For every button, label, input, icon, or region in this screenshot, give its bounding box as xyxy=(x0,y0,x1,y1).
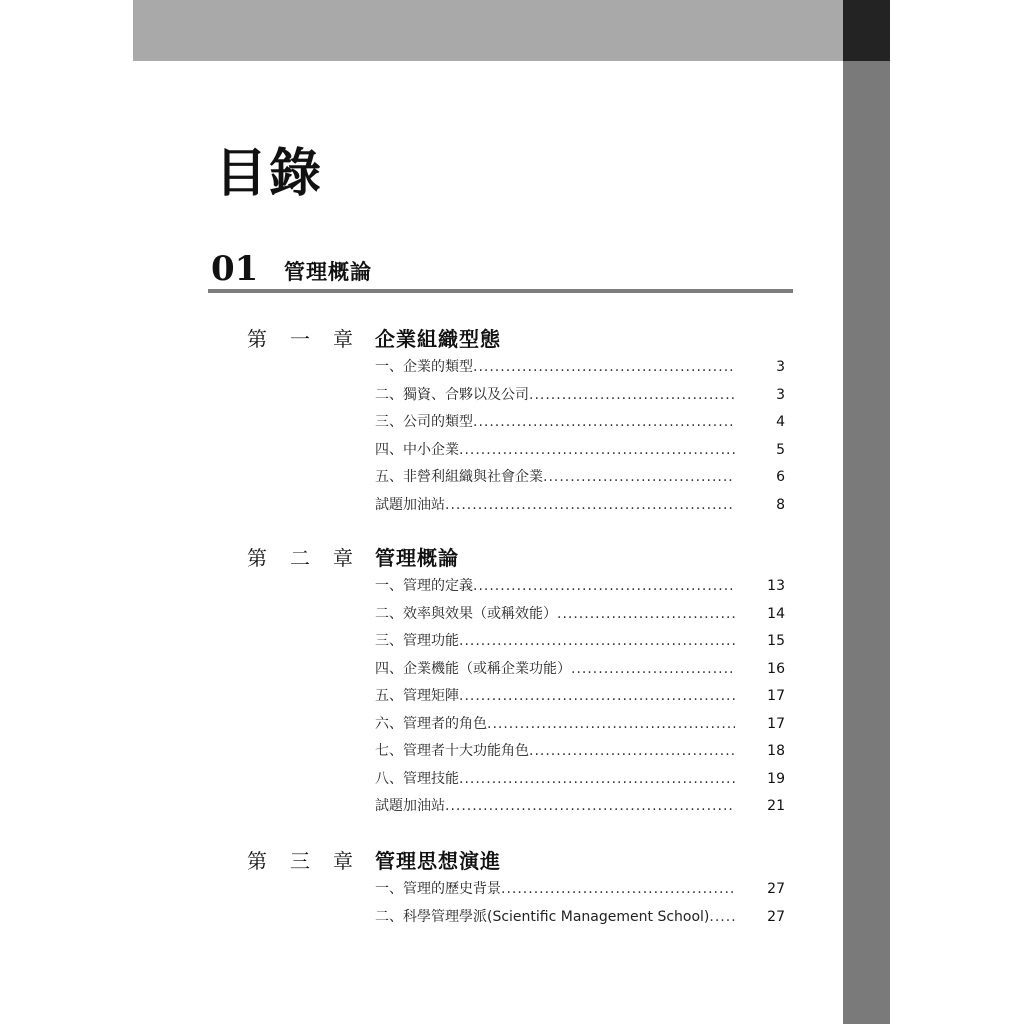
toc-entry[interactable] xyxy=(375,492,785,520)
chapter-label-part: 三 xyxy=(290,849,310,873)
toc-entry-page: 15 xyxy=(767,633,785,649)
chapter-label-part: 第 xyxy=(247,849,267,873)
chapter-heading xyxy=(247,848,797,874)
toc-entry-page: 6 xyxy=(776,469,785,485)
toc-entry-text: 一、企業的類型 ..... xyxy=(375,354,735,382)
chapter-label-part: 章 xyxy=(333,849,353,873)
part-number: 01 xyxy=(211,249,259,289)
toc-entry-page: 17 xyxy=(767,715,785,732)
header-band xyxy=(133,0,843,61)
toc-entry[interactable] xyxy=(375,793,785,821)
chapter-title: 管理思想演進 xyxy=(375,849,501,873)
toc-entry-text: 七、管理者十大功能角色 ..... xyxy=(375,738,735,766)
toc-entry-page: 8 xyxy=(776,496,785,513)
toc-entry-page: 14 xyxy=(767,605,785,622)
chapter-label-part: 二 xyxy=(290,546,310,570)
toc-entry[interactable] xyxy=(375,628,785,656)
chapter-label-part: 第 xyxy=(247,327,267,351)
toc-entry-page: 13 xyxy=(767,578,785,594)
toc-entry-text: 三、公司的類型 ..... xyxy=(375,409,735,437)
toc-entry-page: 17 xyxy=(767,688,785,704)
toc-entry-list xyxy=(375,573,785,821)
toc-entry-page: 19 xyxy=(767,770,785,787)
chapter-heading xyxy=(247,326,797,352)
side-tab-dark xyxy=(843,0,890,61)
chapter-label-part: 章 xyxy=(333,546,353,570)
toc-entry-page: 3 xyxy=(776,359,785,375)
chapter-label xyxy=(247,326,353,352)
toc-entry-text: 試題加油站 ..... xyxy=(375,793,735,821)
toc-entry[interactable] xyxy=(375,711,785,739)
toc-entry-page: 4 xyxy=(776,414,785,430)
chapter-2 xyxy=(247,545,797,821)
toc-entry-page: 27 xyxy=(767,881,785,897)
toc-entry-text: 八、管理技能 ..... xyxy=(375,766,735,794)
side-band xyxy=(843,61,890,1024)
toc-entry-text: 四、企業機能（或稱企業功能） ..... xyxy=(375,656,735,684)
toc-entry-text: 一、管理的歷史背景 ..... xyxy=(375,876,735,904)
toc-entry[interactable] xyxy=(375,738,785,766)
toc-entry-page: 27 xyxy=(767,908,785,925)
toc-entry-text: 四、中小企業 ..... xyxy=(375,437,735,465)
toc-entry-text: 二、獨資、合夥以及公司 ..... xyxy=(375,382,735,410)
toc-entry-text: 二、科學管理學派(Scientific Management School) ..... xyxy=(375,904,735,932)
toc-entry[interactable] xyxy=(375,766,785,794)
toc-entry-page: 18 xyxy=(767,743,785,759)
toc-entry[interactable] xyxy=(375,683,785,711)
toc-entry-list xyxy=(375,876,785,931)
toc-entry-text: 試題加油站 ..... xyxy=(375,492,735,520)
toc-entry-page: 5 xyxy=(776,441,785,458)
toc-entry-page: 3 xyxy=(776,386,785,403)
chapter-label-part: 一 xyxy=(290,327,310,351)
toc-entry[interactable] xyxy=(375,409,785,437)
toc-entry-text: 二、效率與效果（或稱效能） ..... xyxy=(375,601,735,629)
toc-entry-text: 一、管理的定義 ..... xyxy=(375,573,735,601)
chapter-heading xyxy=(247,545,797,571)
toc-entry-page: 21 xyxy=(767,798,785,814)
toc-entry[interactable] xyxy=(375,601,785,629)
chapter-title: 企業組織型態 xyxy=(375,327,501,351)
chapter-title: 管理概論 xyxy=(375,546,459,570)
toc-entry[interactable] xyxy=(375,382,785,410)
toc-entry-text: 三、管理功能 ..... xyxy=(375,628,735,656)
toc-entry-text: 五、管理矩陣 ..... xyxy=(375,683,735,711)
chapter-label xyxy=(247,848,353,874)
toc-entry[interactable] xyxy=(375,437,785,465)
toc-entry-text: 五、非營利組織與社會企業 ..... xyxy=(375,464,735,492)
toc-entry[interactable] xyxy=(375,464,785,492)
part-divider xyxy=(208,289,793,293)
chapter-3 xyxy=(247,848,797,931)
toc-entry[interactable] xyxy=(375,876,785,904)
toc-entry-page: 16 xyxy=(767,660,785,677)
chapter-label-part: 第 xyxy=(247,546,267,570)
toc-entry[interactable] xyxy=(375,354,785,382)
toc-entry[interactable] xyxy=(375,573,785,601)
chapter-label-part: 章 xyxy=(333,327,353,351)
toc-entry[interactable] xyxy=(375,904,785,932)
toc-entry-list xyxy=(375,354,785,519)
toc-entry-text: 六、管理者的角色 ..... xyxy=(375,711,735,739)
chapter-1 xyxy=(247,326,797,519)
chapter-label xyxy=(247,545,353,571)
page-title: 目錄 xyxy=(215,143,324,204)
toc-entry[interactable] xyxy=(375,656,785,684)
part-title: 管理概論 xyxy=(284,259,372,284)
